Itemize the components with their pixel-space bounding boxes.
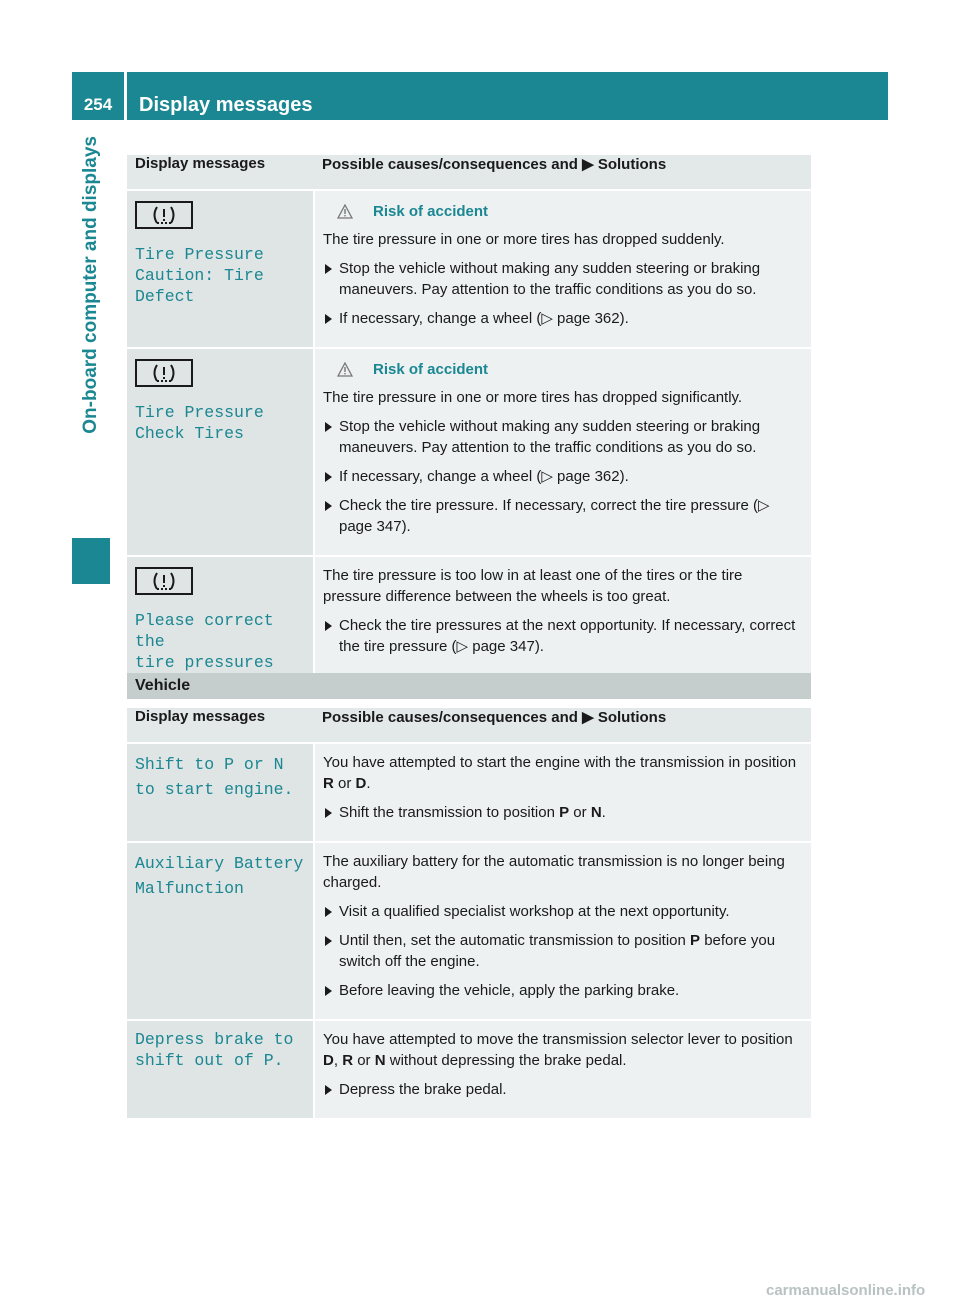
page-number: 254	[83, 95, 113, 114]
side-tab-label: On-board computer and displays	[80, 136, 101, 434]
cause-text: You have attempted to move the transmission selector lever to position D, R or N without depressing the brake pedal.	[323, 1031, 793, 1069]
message-line: shift out of P.	[135, 1051, 284, 1070]
message-line: tire pressures	[135, 653, 274, 672]
cause-text: You have attempted to start the engine with the transmission in position R or D.	[323, 754, 797, 792]
table-row	[127, 1020, 811, 1118]
display-message-cell	[127, 842, 314, 1020]
solution-step: Shift the transmission to position P or N.	[323, 802, 803, 823]
table-row	[127, 743, 811, 842]
section-heading-vehicle: Vehicle	[127, 673, 811, 699]
solution-cell	[314, 1020, 811, 1118]
display-message-cell	[127, 743, 314, 842]
cause-text: The tire pressure in one or more tires has dropped significantly.	[323, 389, 743, 406]
display-message-text	[135, 402, 305, 444]
col-header-solutions	[314, 708, 811, 743]
message-line: Auxiliary Battery	[135, 854, 304, 873]
message-line: Tire Pressure	[135, 245, 264, 264]
display-messages-table-tires	[127, 155, 811, 681]
cause-text: The tire pressure is too low in at least one of the tires or the tire pressure difference between the wheels is too great.	[323, 567, 743, 605]
warning-label: Risk of accident	[373, 203, 489, 220]
col-header-causes: Possible causes/consequences and	[322, 709, 583, 726]
message-line: Tire Pressure	[135, 403, 264, 422]
watermark: carmanualsonline.info	[766, 1282, 926, 1299]
col-header-causes: Possible causes/consequences and	[322, 156, 583, 173]
solution-step: Until then, set the automatic transmission to position P before you switch off the engine.	[323, 930, 803, 972]
message-line: Shift to P or N	[135, 755, 284, 774]
table-row	[127, 348, 811, 556]
display-message-text	[135, 610, 305, 673]
display-message-text	[135, 752, 305, 802]
solution-cell	[314, 348, 811, 556]
warning-notice	[323, 361, 803, 378]
table-header-row	[127, 155, 811, 190]
page-title: Display messages	[139, 94, 313, 116]
solutions-arrow-icon: ▶	[582, 709, 594, 726]
display-messages-table-vehicle	[127, 708, 811, 1118]
solution-step: Stop the vehicle without making any sudden steering or braking maneuvers. Pay attention to the traffic conditions as you do so.	[323, 416, 803, 458]
solution-step: If necessary, change a wheel (▷ page 362).	[323, 466, 803, 487]
tire-pressure-warning-icon	[135, 567, 193, 595]
col-header-solutions-label: Solutions	[593, 156, 667, 173]
side-tab	[72, 128, 110, 584]
message-line: Check Tires	[135, 424, 244, 443]
solution-cell	[314, 556, 811, 681]
display-message-cell	[127, 1020, 314, 1118]
solution-cell	[314, 743, 811, 842]
table-header-row	[127, 708, 811, 743]
table-row	[127, 842, 811, 1020]
warning-notice	[323, 203, 803, 220]
message-line: Caution: Tire	[135, 266, 264, 285]
solution-cell	[314, 842, 811, 1020]
solution-step: Visit a qualified specialist workshop at the next opportunity.	[323, 901, 803, 922]
solution-cell	[314, 190, 811, 348]
display-message-text	[135, 244, 305, 307]
table-row	[127, 190, 811, 348]
solution-step: Check the tire pressure. If necessary, correct the tire pressure (▷ page 347).	[323, 495, 803, 537]
tire-pressure-warning-icon	[135, 201, 193, 229]
message-line: Defect	[135, 287, 195, 306]
display-message-cell	[127, 348, 314, 556]
solution-step: Check the tire pressures at the next opportunity. If necessary, correct the tire pressure (▷ page 347).	[323, 615, 803, 657]
header-divider	[124, 72, 127, 120]
tire-pressure-warning-icon	[135, 359, 193, 387]
message-line: Depress brake to	[135, 1030, 294, 1049]
col-header-display-messages: Display messages	[127, 708, 314, 743]
message-line: to start engine.	[135, 780, 294, 799]
warning-triangle-icon	[337, 204, 353, 219]
display-message-cell	[127, 190, 314, 348]
side-tab-marker	[72, 538, 110, 584]
table-row	[127, 556, 811, 681]
solutions-arrow-icon: ▶	[582, 156, 594, 173]
display-message-text	[135, 1029, 305, 1071]
col-header-solutions-label: Solutions	[593, 709, 667, 726]
col-header-solutions	[314, 155, 811, 190]
warning-label: Risk of accident	[373, 361, 489, 378]
col-header-display-messages: Display messages	[127, 155, 314, 190]
display-message-cell	[127, 556, 314, 681]
solution-step: If necessary, change a wheel (▷ page 362).	[323, 308, 803, 329]
warning-triangle-icon	[337, 362, 353, 377]
solution-step: Depress the brake pedal.	[323, 1079, 803, 1100]
solution-step: Before leaving the vehicle, apply the parking brake.	[323, 980, 803, 1001]
cause-text: The tire pressure in one or more tires has dropped suddenly.	[323, 231, 725, 248]
display-message-text	[135, 851, 305, 901]
message-line: Malfunction	[135, 879, 244, 898]
page-header	[72, 72, 888, 120]
message-line: Please correct the	[135, 611, 274, 651]
solution-step: Stop the vehicle without making any sudden steering or braking maneuvers. Pay attention to the traffic conditions as you do so.	[323, 258, 803, 300]
cause-text: The auxiliary battery for the automatic transmission is no longer being charged.	[323, 853, 785, 891]
